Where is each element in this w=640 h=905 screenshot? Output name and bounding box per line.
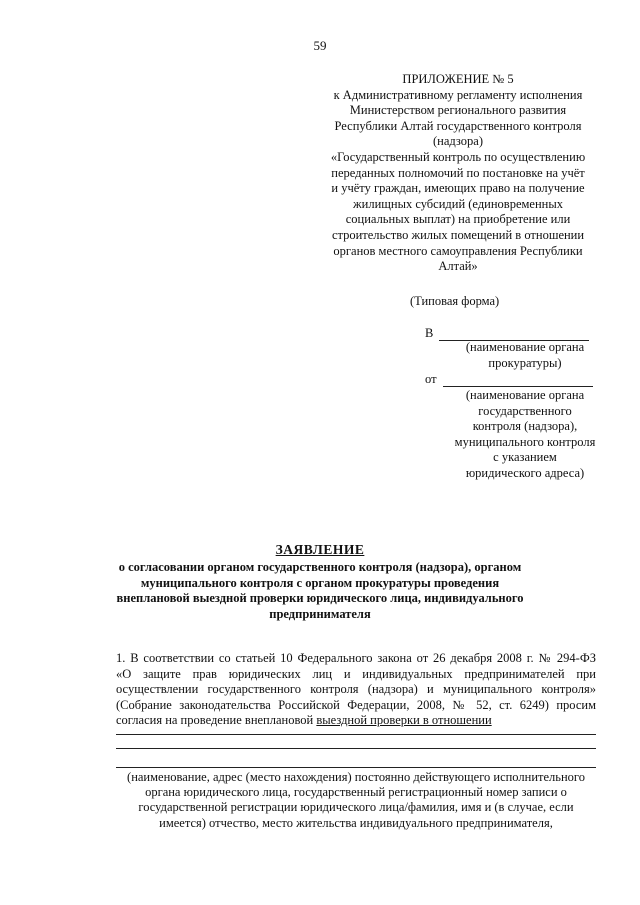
document-title: ЗАЯВЛЕНИЕ [275,542,365,557]
body-line: (Собрание законодательства Российской Федерации, 2008, № 52, ст. 6249) просим [116,697,596,712]
from-caption-line: контроля (надзора), [472,419,578,434]
from-caption [430,388,620,482]
appendix-line: ПРИЛОЖЕНИЕ № 5 [402,72,514,86]
appendix-line: «Государственный контроль по осуществлению [330,149,586,164]
subtitle-line: муниципального контроля с органом прокуратуры проведения [140,575,500,590]
footnote-caption [116,770,596,831]
note-line: органа юридического лица, государственный регистрационный номер записи о [145,785,567,800]
appendix-line: к Административному регламенту исполнения [333,87,583,102]
appendix-line: строительство жилых помещений в отношении [331,227,585,242]
note-line: (наименование, адрес (место нахождения) постоянно действующего исполнительного [127,770,585,784]
to-label: В [425,326,434,340]
appendix-line: жилищных субсидий (единовременных [353,196,563,211]
body-line: осуществлении государственного контроля (надзора) и муниципального контроля» [116,682,596,696]
body-last-prefix: согласия на проведение внеплановой [116,713,317,727]
appendix-line: Министерством регионального развития [349,103,567,118]
from-label: от [425,372,437,386]
recipient-to-row [425,326,589,341]
to-blank-field[interactable] [439,327,589,341]
subtitle-line: о согласовании органом государственного контроля (надзора), органом [118,560,522,574]
to-caption-line: прокуратуры) [488,355,562,370]
document-subtitle [80,560,560,622]
body-last-underlined: выездной проверки в отношении [316,713,492,727]
appendix-line: социальных выплат) на приобретение или [345,212,571,227]
form-type-label: (Типовая форма) [410,294,500,308]
from-caption-line: государственного [478,403,572,418]
appendix-line: переданных полномочий по постановке на учёт [331,165,585,180]
appendix-line: Алтай» [438,259,478,274]
appendix-header [318,72,598,275]
body-line: «О защите прав юридических лиц и индивидуальных предпринимателей при [116,666,596,681]
to-caption [440,340,610,371]
note-line: имеется) отчество, место жительства индивидуального предпринимателя, [159,815,553,830]
body-line-last [116,713,596,729]
appendix-line: органов местного самоуправления Республики [333,243,583,258]
appendix-line: (надзора) [433,134,483,149]
fill-in-line[interactable] [116,734,596,735]
body-paragraph [116,651,596,729]
appendix-line: Республики Алтай государственного контроля [334,118,582,133]
fill-in-line[interactable] [116,767,596,768]
from-caption-line: муниципального контроля [454,434,596,449]
appendix-line: и учёту граждан, имеющих право на получение [331,181,585,196]
from-caption-line: с указанием [493,450,557,465]
recipient-from-row [425,372,593,387]
body-line: 1. В соответствии со статьей 10 Федерального закона от 26 декабря 2008 г. № 294-ФЗ [116,651,596,665]
fill-in-line[interactable] [116,748,596,749]
subtitle-line: внеплановой выездной проверки юридического лица, индивидуального [116,591,524,606]
page-number: 59 [313,38,327,53]
to-caption-line: (наименование органа [465,340,585,354]
from-caption-line: (наименование органа [465,388,585,402]
from-caption-line: юридического адреса) [465,465,585,480]
note-line: государственной регистрации юридического лица/фамилия, имя и (в случае, если [138,800,574,815]
subtitle-line: предпринимателя [269,606,371,621]
from-blank-field[interactable] [443,373,593,387]
